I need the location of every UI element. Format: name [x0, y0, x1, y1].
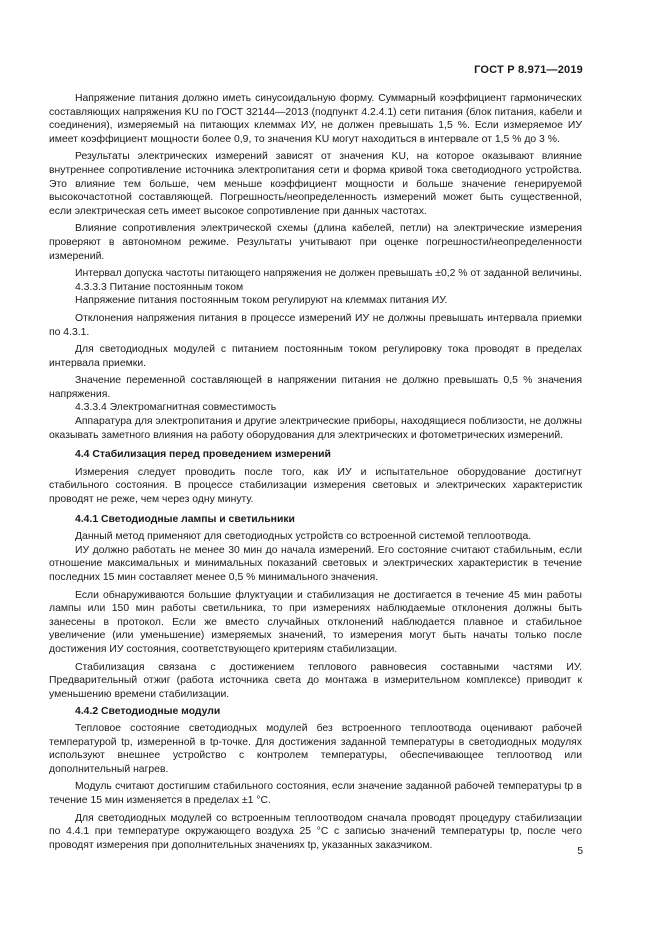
document-id: ГОСТ Р 8.971—2019: [474, 64, 583, 76]
paragraph: Значение переменной составляющей в напряжении питания не должно превышать 0,5 % значения напряжения.: [49, 375, 582, 400]
paragraph: Интервал допуска частоты питающего напряжения не должен превышать ±0,2 % от заданной величины.: [75, 268, 582, 280]
paragraph: Напряжение питания должно иметь синусоидальную форму. Суммарный коэффициент гармонических составляющих напряжения KU по ГОСТ 32144—2013 (подпункт 4.2.4.1) сети питания (блок питания, кабели и соединения), измеряемый на питающих клеммах ИУ, не должен превышать 1,5 %. Если измеряемое ИУ имеет коэффициент мощности более 0,9, то значения KU могут находиться в интервале от 1,5 % до 3 %.: [49, 93, 582, 145]
paragraph: Тепловое состояние светодиодных модулей без встроенного теплоотвода оценивают рабочей температурой tp, измеренной в tp-точке. Для достижения заданной температуры в светодиодных модулях используют внешнее устройство с контролем температуры, обеспечивающее теплоотвод или дополнительный нагрев.: [49, 722, 582, 775]
document-body: [49, 92, 582, 852]
paragraph: Аппаратура для электропитания и другие электрические приборы, находящиеся поблизости, не должны оказывать заметного влияния на работу оборудования для электрических и фотометрических измерений.: [49, 416, 582, 441]
subsection-heading-4-3-3-4: 4.3.3.4 Электромагнитная совместимость: [75, 402, 277, 414]
paragraph: Отклонения напряжения питания в процессе измерений ИУ не должны превышать интервала приемки по 4.3.1.: [49, 312, 582, 338]
page-number: 5: [577, 846, 583, 857]
paragraph: Модуль считают достигшим стабильного состояния, если значение заданной рабочей температуры tp в течение 15 мин изменяется в пределах ±1 °C.: [49, 781, 582, 806]
section-heading-4-4-2: 4.4.2 Светодиодные модули: [75, 706, 221, 718]
paragraph: Напряжение питания постоянным током регулируют на клеммах питания ИУ.: [75, 295, 448, 307]
paragraph: Измерения следует проводить после того, как ИУ и испытательное оборудование достигнут стабильного состояния. В процессе стабилизации измерения световых и электрических характеристик проводят не реже, чем через одну минуту.: [49, 466, 582, 506]
paragraph: Данный метод применяют для светодиодных устройств со встроенной системой теплоотвода.: [75, 531, 532, 543]
section-heading-4-4-1: 4.4.1 Светодиодные лампы и светильники: [75, 513, 295, 525]
paragraph: Результаты электрических измерений зависят от значения KU, на которое оказывают влияние внутреннее сопротивление источника электропитания сети и форма кривой тока светодиодного устройства. Это влияние тем больше, чем меньше коэффициент мощности и больше значение генерируемой высокочастотной составляющей. Погрешность/неопределенность измерений может быть существенной, если электрическая сеть имеет высокое сопротивление при данных частотах.: [49, 151, 582, 217]
paragraph: ИУ должно работать не менее 30 мин до начала измерений. Его состояние считают стабильным, если отношение максимальных и минимальных показаний световых и электрических характеристик в течение последних 15 мин составляет менее 0,5 % минимального значения.: [49, 544, 582, 583]
subsection-heading-4-3-3-3: 4.3.3.3 Питание постоянным током: [75, 281, 244, 293]
paragraph: Влияние сопротивления электрической схемы (длина кабелей, петли) на электрические измерения проверяют в автономном режиме. Результаты учитывают при оценке погрешности/неопределенности измерений.: [49, 223, 582, 262]
paragraph: Для светодиодных модулей с питанием постоянным током регулировку тока проводят в пределах интервала приемки.: [49, 344, 582, 369]
section-heading-4-4: 4.4 Стабилизация перед проведением измерений: [75, 449, 331, 461]
paragraph: Если обнаруживаются большие флуктуации и стабилизация не достигается в течение 45 мин работы лампы или 150 мин работы светильника, то при измерениях наблюдаемые отклонения должны быть занесены в протокол. Если же вместо случайных отклонений наблюдается плавное и стабильное увеличение (или уменьшение) измеряемых значений, то измерения могут быть начаты только после достижения ИУ состояния, соответствующего критериям стабилизации.: [49, 589, 582, 655]
paragraph: Стабилизация связана с достижением теплового равновесия составными частями ИУ. Предварительный отжиг (работа источника света до монтажа в измерительном комплексе) приводит к уменьшению времени стабилизации.: [49, 661, 582, 700]
paragraph: Для светодиодных модулей со встроенным теплоотводом сначала проводят процедуру стабилизации по 4.4.1 при температуре окружающего воздуха 25 °C с записью значений температуры tp, после чего проводят измерения при дополнительных значениях tp, указанных заказчиком.: [49, 812, 582, 851]
